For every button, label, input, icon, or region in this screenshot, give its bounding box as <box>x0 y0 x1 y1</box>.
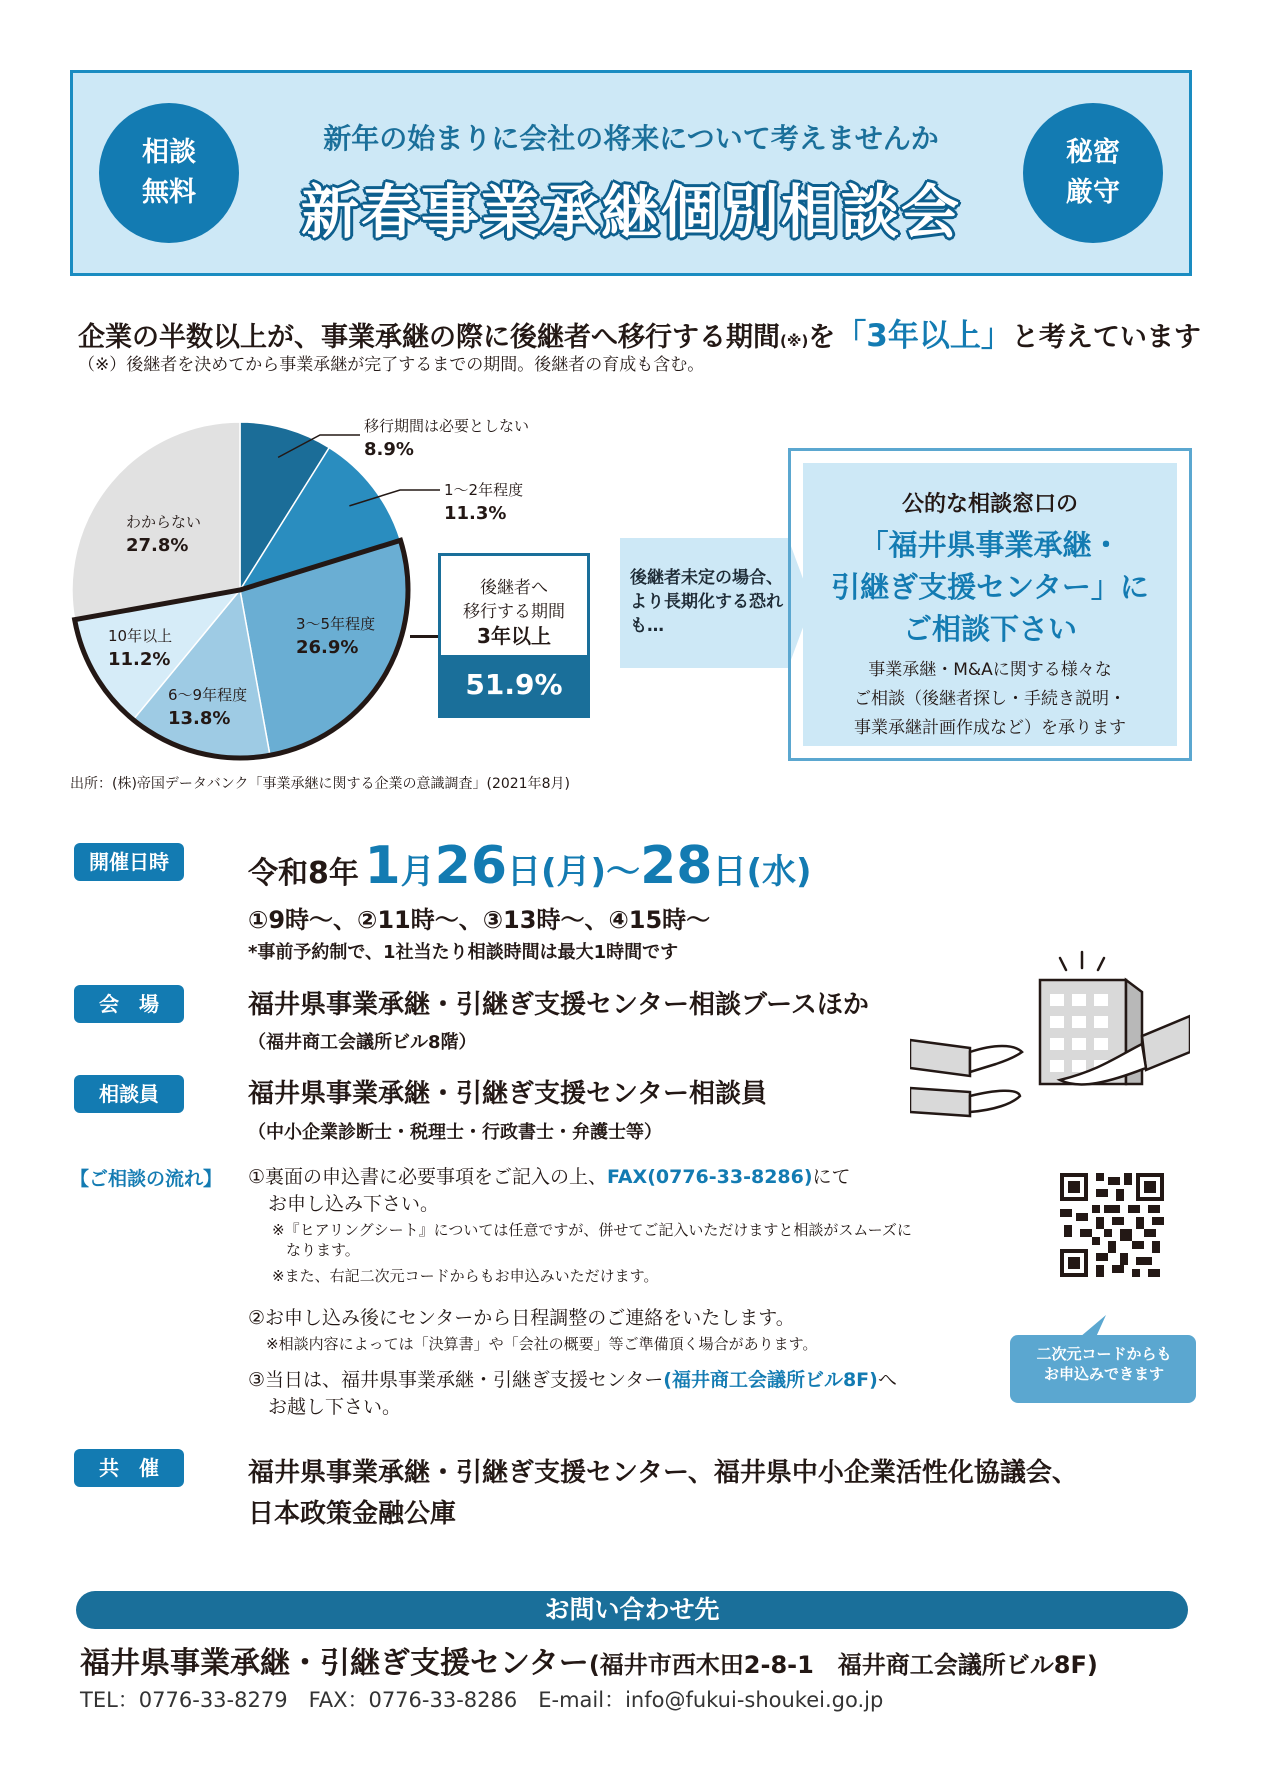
qr-caption-line1: 二次元コードからも <box>1036 1345 1172 1363</box>
callout-connector <box>410 635 440 638</box>
contact-name: 福井県事業承継・引継ぎ支援センター <box>80 1646 589 1681</box>
qr-caption <box>1016 1344 1192 1384</box>
venue-sub: （福井商工会議所ビル8階） <box>248 1032 477 1053</box>
headline-highlight: 「3年以上」 <box>835 318 1012 354</box>
callout-percentage: 51.9% <box>441 655 587 715</box>
building-handover-illustration <box>910 940 1190 1120</box>
center-name-line3: ご相談下さい <box>902 612 1077 646</box>
pie-label-1-2y-name: 1〜2年程度 <box>444 481 524 499</box>
date-day-end-unit: 日(水) <box>712 852 812 892</box>
pie-label-unknown <box>126 510 201 558</box>
support-center-inner <box>803 463 1177 746</box>
date-tag: 開催日時 <box>74 843 184 881</box>
flow-step1-line2: お申し込み下さい。 <box>268 1193 440 1215</box>
advisor-sub: （中小企業診断士・税理士・行政書士・弁護士等） <box>248 1122 662 1143</box>
qr-caption-line2: お申込みできます <box>1043 1365 1164 1383</box>
contact-email[interactable]: E-mail：info@fukui-shoukei.go.jp <box>538 1688 884 1712</box>
center-name <box>803 524 1177 650</box>
date-month-unit: 月 <box>400 852 435 892</box>
pie-label-10y-name: 10年以上 <box>108 627 173 645</box>
callout-line1: 後継者へ <box>480 578 548 598</box>
center-desc-line1: 事業承継・M&Aに関する様々な <box>868 660 1112 680</box>
cohost-line1: 福井県事業承継・引継ぎ支援センター、福井県中小企業活性化協議会、 <box>248 1458 1078 1488</box>
hero-subtitle: 新年の始まりに会社の将来について考えませんか <box>323 122 939 155</box>
flow-fax-number: FAX(0776-33-8286) <box>607 1166 813 1188</box>
headline-part2: を <box>808 322 836 353</box>
center-desc-line2: ご相談（後継者探し・手続き説明・ <box>854 689 1126 709</box>
flow-step3-line2: お越し下さい。 <box>268 1396 402 1418</box>
flow-note-qr: ※また、右記二次元コードからもお申込みいただけます。 <box>272 1267 659 1285</box>
survey-headline <box>78 310 1201 355</box>
support-center-box <box>788 448 1192 761</box>
pie-label-unknown-name: わからない <box>126 513 202 531</box>
flow-step1-text: ①裏面の申込書に必要事項をご記入の上、 <box>248 1166 608 1188</box>
flow-note-hearing-line1: ※『ヒアリングシート』については任意ですが、併せてご記入いただけますと相談がスムーズに <box>272 1221 912 1239</box>
pie-label-1-2y-value: 11.3% <box>444 503 507 524</box>
venue-text: 福井県事業承継・引継ぎ支援センター相談ブースほか <box>248 990 869 1020</box>
center-name-line2: 引継ぎ支援センター」に <box>831 570 1149 604</box>
flow-step3-text: ③当日は、福井県事業承継・引継ぎ支援センター <box>248 1369 664 1391</box>
date-day-start-unit: 日(月) <box>507 852 607 892</box>
badge-right-line2: 厳守 <box>1066 177 1120 208</box>
flow-step3-suffix: へ <box>877 1369 897 1391</box>
badge-left-line2: 無料 <box>142 177 196 208</box>
center-lead: 公的な相談窓口の <box>901 492 1078 517</box>
advisor-tag: 相談員 <box>74 1075 184 1113</box>
flow-step3-place: (福井商工会議所ビル8F) <box>663 1369 878 1391</box>
event-date <box>248 836 812 896</box>
flow-step3 <box>248 1367 897 1421</box>
headline-footnote: （※）後継者を決めてから事業承継が完了するまでの期間。後継者の育成も含む。 <box>78 355 705 375</box>
contact-organization <box>80 1638 1098 1682</box>
date-month: 1 <box>364 836 401 896</box>
date-day-end: 28 <box>640 836 713 896</box>
contact-details <box>80 1684 883 1714</box>
pie-label-unknown-value: 27.8% <box>126 535 189 556</box>
time-slots: ①9時〜、②11時〜、③13時〜、④15時〜 <box>248 906 711 934</box>
pie-label-3-5y-value: 26.9% <box>296 637 359 658</box>
pie-label-none <box>364 414 529 462</box>
headline-mark: (※) <box>780 332 809 350</box>
cohost-tag: 共 催 <box>74 1449 184 1487</box>
badge-left-line1: 相談 <box>142 137 196 168</box>
pie-label-10y <box>108 624 172 672</box>
center-description <box>803 656 1177 743</box>
date-day-start: 26 <box>434 836 508 896</box>
time-note: *事前予約制で、1社当たり相談時間は最大1時間です <box>248 942 679 963</box>
center-desc-line3: 事業承継計画作成など）を承ります <box>854 718 1126 738</box>
callout-line2: 移行する期間 <box>463 602 565 622</box>
flow-step2-text: ②お申し込み後にセンターから日程調整のご連絡をいたします。 <box>248 1307 795 1329</box>
flow-note-hearing-line2: なります。 <box>286 1241 360 1259</box>
contact-address: (福井市西木田2-8-1 福井商工会議所ビル8F) <box>588 1651 1098 1679</box>
pie-label-6-9y-value: 13.8% <box>168 708 231 729</box>
pie-label-6-9y-name: 6〜9年程度 <box>168 686 248 704</box>
advisor-text: 福井県事業承継・引継ぎ支援センター相談員 <box>248 1079 767 1109</box>
arrow-warning-text: 後継者未定の場合、より長期化する恐れも… <box>630 568 783 636</box>
flow-step2-note: ※相談内容によっては「決算書」や「会社の概要」等ご準備頂く場合があります。 <box>266 1335 818 1353</box>
center-name-line1: 「福井県事業承継・ <box>859 528 1121 562</box>
hero-banner <box>70 70 1192 276</box>
chart-source: 出所：(株)帝国データバンク「事業承継に関する企業の意識調査」(2021年8月) <box>70 776 570 792</box>
flow-step1-suffix: にて <box>812 1166 851 1188</box>
pie-label-none-name: 移行期間は必要としない <box>364 417 530 435</box>
contact-heading: お問い合わせ先 <box>76 1591 1188 1629</box>
application-qr-code[interactable] <box>1060 1173 1164 1277</box>
pie-label-10y-value: 11.2% <box>108 649 171 670</box>
headline-part1: 企業の半数以上が、事業承継の際に後継者へ移行する期間 <box>78 322 780 353</box>
pie-label-6-9y <box>168 683 247 731</box>
flow-note-hearing <box>248 1220 912 1260</box>
pie-label-1-2y <box>444 478 523 526</box>
cohost-line2: 日本政策金融公庫 <box>248 1499 457 1529</box>
callout-bold: 3年以上 <box>477 624 551 648</box>
date-tilde: 〜 <box>606 852 641 892</box>
contact-fax: FAX：0776-33-8286 <box>308 1688 518 1712</box>
flow-step1 <box>248 1164 912 1286</box>
date-era: 令和8年 <box>248 856 359 891</box>
headline-part3: と考えています <box>1011 322 1201 353</box>
contact-tel[interactable]: TEL：0776-33-8279 <box>80 1688 288 1712</box>
pie-label-3-5y <box>296 612 375 660</box>
three-years-callout <box>438 553 590 718</box>
pie-label-none-value: 8.9% <box>364 439 414 460</box>
pie-label-3-5y-name: 3〜5年程度 <box>296 615 376 633</box>
flow-tag: 【ご相談の流れ】 <box>70 1168 223 1190</box>
flow-step2 <box>248 1305 817 1354</box>
venue-tag: 会 場 <box>74 985 184 1023</box>
page-title: 新春事業承継個別相談会 <box>300 178 961 246</box>
badge-right-line1: 秘密 <box>1066 137 1120 168</box>
